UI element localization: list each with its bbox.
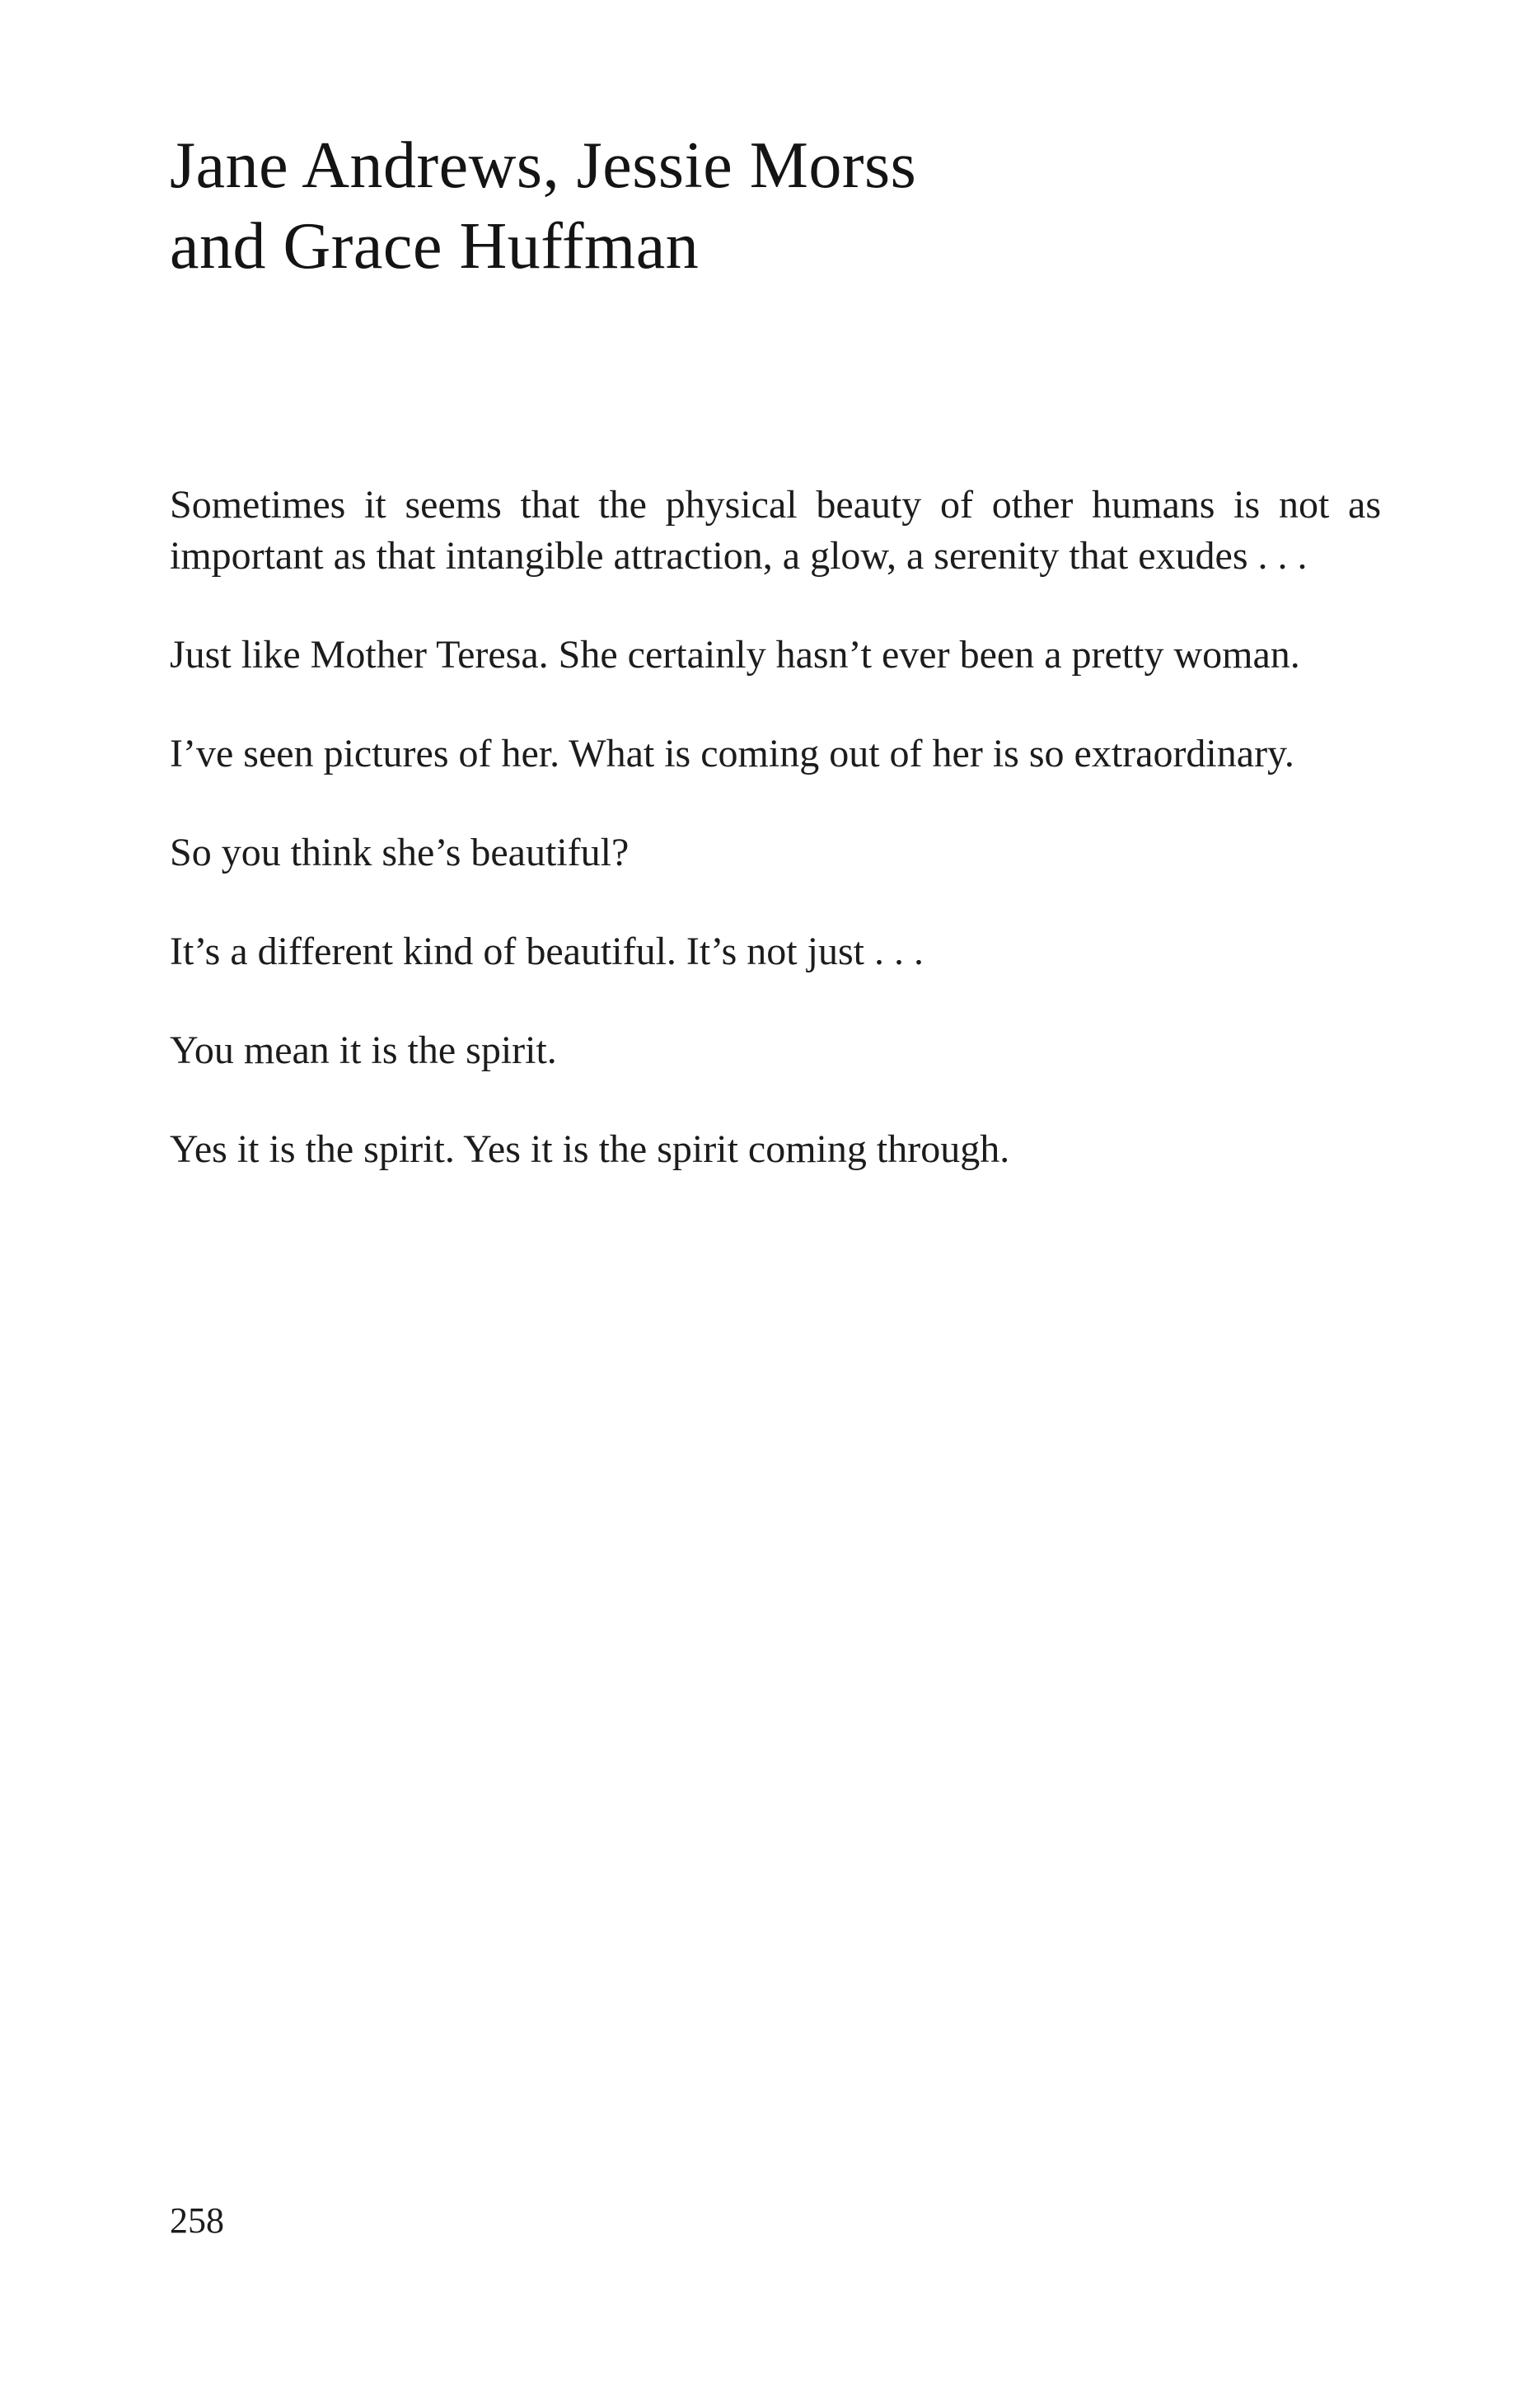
paragraph-6: You mean it is the spirit.: [170, 1028, 557, 1072]
paragraph-1: Sometimes it seems that the physical beauty of other humans is not as important as that intangible attraction, a glow, a serenity that exudes . . .: [170, 483, 1381, 578]
paragraph-2: Just like Mother Teresa. She certainly hasn’t ever been a pretty woman.: [170, 633, 1300, 677]
page-number: 258: [170, 2200, 224, 2241]
body-text: [170, 480, 1381, 1223]
chapter-title-line-1: Jane Andrews, Jessie Morss: [170, 129, 917, 202]
paragraph-5: It’s a different kind of beautiful. It’s not just . . .: [170, 930, 924, 973]
chapter-title: [170, 125, 1406, 287]
chapter-title-line-2: and Grace Huffman: [170, 210, 700, 283]
paragraph-4: So you think she’s beautiful?: [170, 831, 630, 874]
paragraph-7: Yes it is the spirit. Yes it is the spirit coming through.: [170, 1127, 1010, 1171]
paragraph-3: I’ve seen pictures of her. What is coming out of her is so extraordinary.: [170, 732, 1294, 775]
